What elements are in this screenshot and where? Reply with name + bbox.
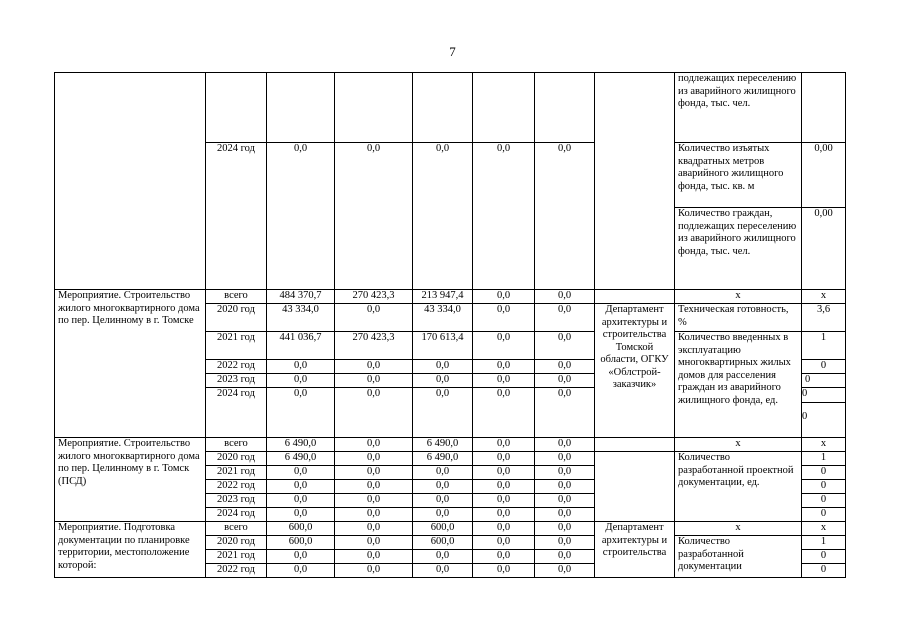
- indicator-value: 1: [802, 452, 846, 466]
- indicator-value: 1: [802, 536, 846, 550]
- table-row: Мероприятие. Подготовка документации по планировке территории, местоположение которой: всего 600,0 0,0 600,0 0,0 0,0 Департамент архитектуры и строительства х х: [55, 522, 846, 536]
- indicator-cell: Количество разработанной документации: [675, 536, 802, 578]
- executor-cell: Департамент архитектуры и строительства Томской области, ОГКУ «Облстрой-заказчик»: [595, 304, 675, 438]
- table-row: 2020 год 6 490,0 0,0 6 490,0 0,0 0,0 Количество разработанной проектной документации, ед. 1: [55, 452, 846, 466]
- table-row: [55, 73, 846, 143]
- indicator-value: 0: [802, 508, 846, 522]
- indicator-value: 0: [802, 411, 808, 422]
- indicator-value: 0: [802, 480, 846, 494]
- table-row: 2023 год 0,0 0,0 0,0 0,0 0,0 0: [55, 494, 846, 508]
- indicator-cell: Техническая готовность, %: [675, 304, 802, 332]
- year-cell: [206, 73, 267, 143]
- table-row: 2021 год 441 036,7 270 423,3 170 613,4 0,0 0,0 Количество введенных в эксплуатацию многоквартирных жилых домов для расселения граждан из аварийного жилищного фонда, ед. 1: [55, 332, 846, 360]
- table-row: 2024 год 0,0 0,0 0,0 0,0 0,0 0 0: [55, 388, 846, 438]
- event-cell: Мероприятие. Строительство жилого многоквартирного дома по пер. Целинному в г. Томск (ПСД): [55, 438, 206, 522]
- indicator-cell: Количество изъятых квадратных метров аварийного жилищного фонда, тыс. кв. м: [675, 143, 802, 208]
- page-number: 7: [449, 44, 456, 59]
- indicator-value: 0,00: [802, 208, 846, 290]
- indicator-value: 0: [802, 360, 846, 374]
- table-row: 2021 год 0,0 0,0 0,0 0,0 0,0 0: [55, 550, 846, 564]
- executor-cell: [595, 73, 675, 290]
- executor-cell: [595, 452, 675, 522]
- table-row: 2024 год 0,0 0,0 0,0 0,0 0,0 0: [55, 508, 846, 522]
- event-cell: [55, 73, 206, 290]
- event-cell: Мероприятие. Строительство жилого многоквартирного дома по пер. Целинному в г. Томске: [55, 290, 206, 438]
- indicator-cell: подлежащих переселению из аварийного жилищного фонда, тыс. чел.: [675, 73, 802, 143]
- indicator-value: 0,00: [802, 143, 846, 208]
- indicator-value: 1: [802, 332, 846, 360]
- table-row: 2020 год 600,0 0,0 600,0 0,0 0,0 Количество разработанной документации 1: [55, 536, 846, 550]
- table-row: 2022 год 0,0 0,0 0,0 0,0 0,0 0: [55, 360, 846, 374]
- indicator-cell: Количество разработанной проектной документации, ед.: [675, 452, 802, 522]
- table-row: 2021 год 0,0 0,0 0,0 0,0 0,0 0: [55, 466, 846, 480]
- executor-cell: Департамент архитектуры и строительства: [595, 522, 675, 578]
- indicator-value: 3,6: [802, 304, 846, 332]
- table-row: Мероприятие. Строительство жилого многоквартирного дома по пер. Целинному в г. Томск (ПСД) всего 6 490,0 0,0 6 490,0 0,0 0,0 х х: [55, 438, 846, 452]
- indicator-value: 0: [802, 550, 846, 564]
- table-row: 2020 год 43 334,0 0,0 43 334,0 0,0 0,0 Департамент архитектуры и строительства Томской области, ОГКУ «Облстрой-заказчик» Техническая готовность, % 3,6: [55, 304, 846, 332]
- indicator-value: 0: [802, 466, 846, 480]
- indicator-value: 0: [802, 494, 846, 508]
- table-row: 2022 год 0,0 0,0 0,0 0,0 0,0 0: [55, 564, 846, 578]
- event-cell: Мероприятие. Подготовка документации по планировке территории, местоположение которой:: [55, 522, 206, 578]
- indicator-value: 0: [802, 564, 846, 578]
- table-row: 2023 год 0,0 0,0 0,0 0,0 0,0 0: [55, 374, 846, 388]
- indicator-cell: Количество граждан, подлежащих переселению из аварийного жилищного фонда, тыс. чел.: [675, 208, 802, 290]
- indicator-value: 0: [802, 388, 845, 403]
- indicator-value: 0: [805, 374, 811, 385]
- indicator-cell: Количество введенных в эксплуатацию многоквартирных жилых домов для расселения граждан из аварийного жилищного фонда, ед.: [675, 332, 802, 438]
- table-row: 2022 год 0,0 0,0 0,0 0,0 0,0 0: [55, 480, 846, 494]
- table-row: Мероприятие. Строительство жилого многоквартирного дома по пер. Целинному в г. Томске всего 484 370,7 270 423,3 213 947,4 0,0 0,0 х х: [55, 290, 846, 304]
- table-row: 2024 год 0,0 0,0 0,0 0,0 0,0 Количество изъятых квадратных метров аварийного жилищного фонда, тыс. кв. м 0,00: [55, 143, 846, 208]
- program-table: [54, 72, 846, 578]
